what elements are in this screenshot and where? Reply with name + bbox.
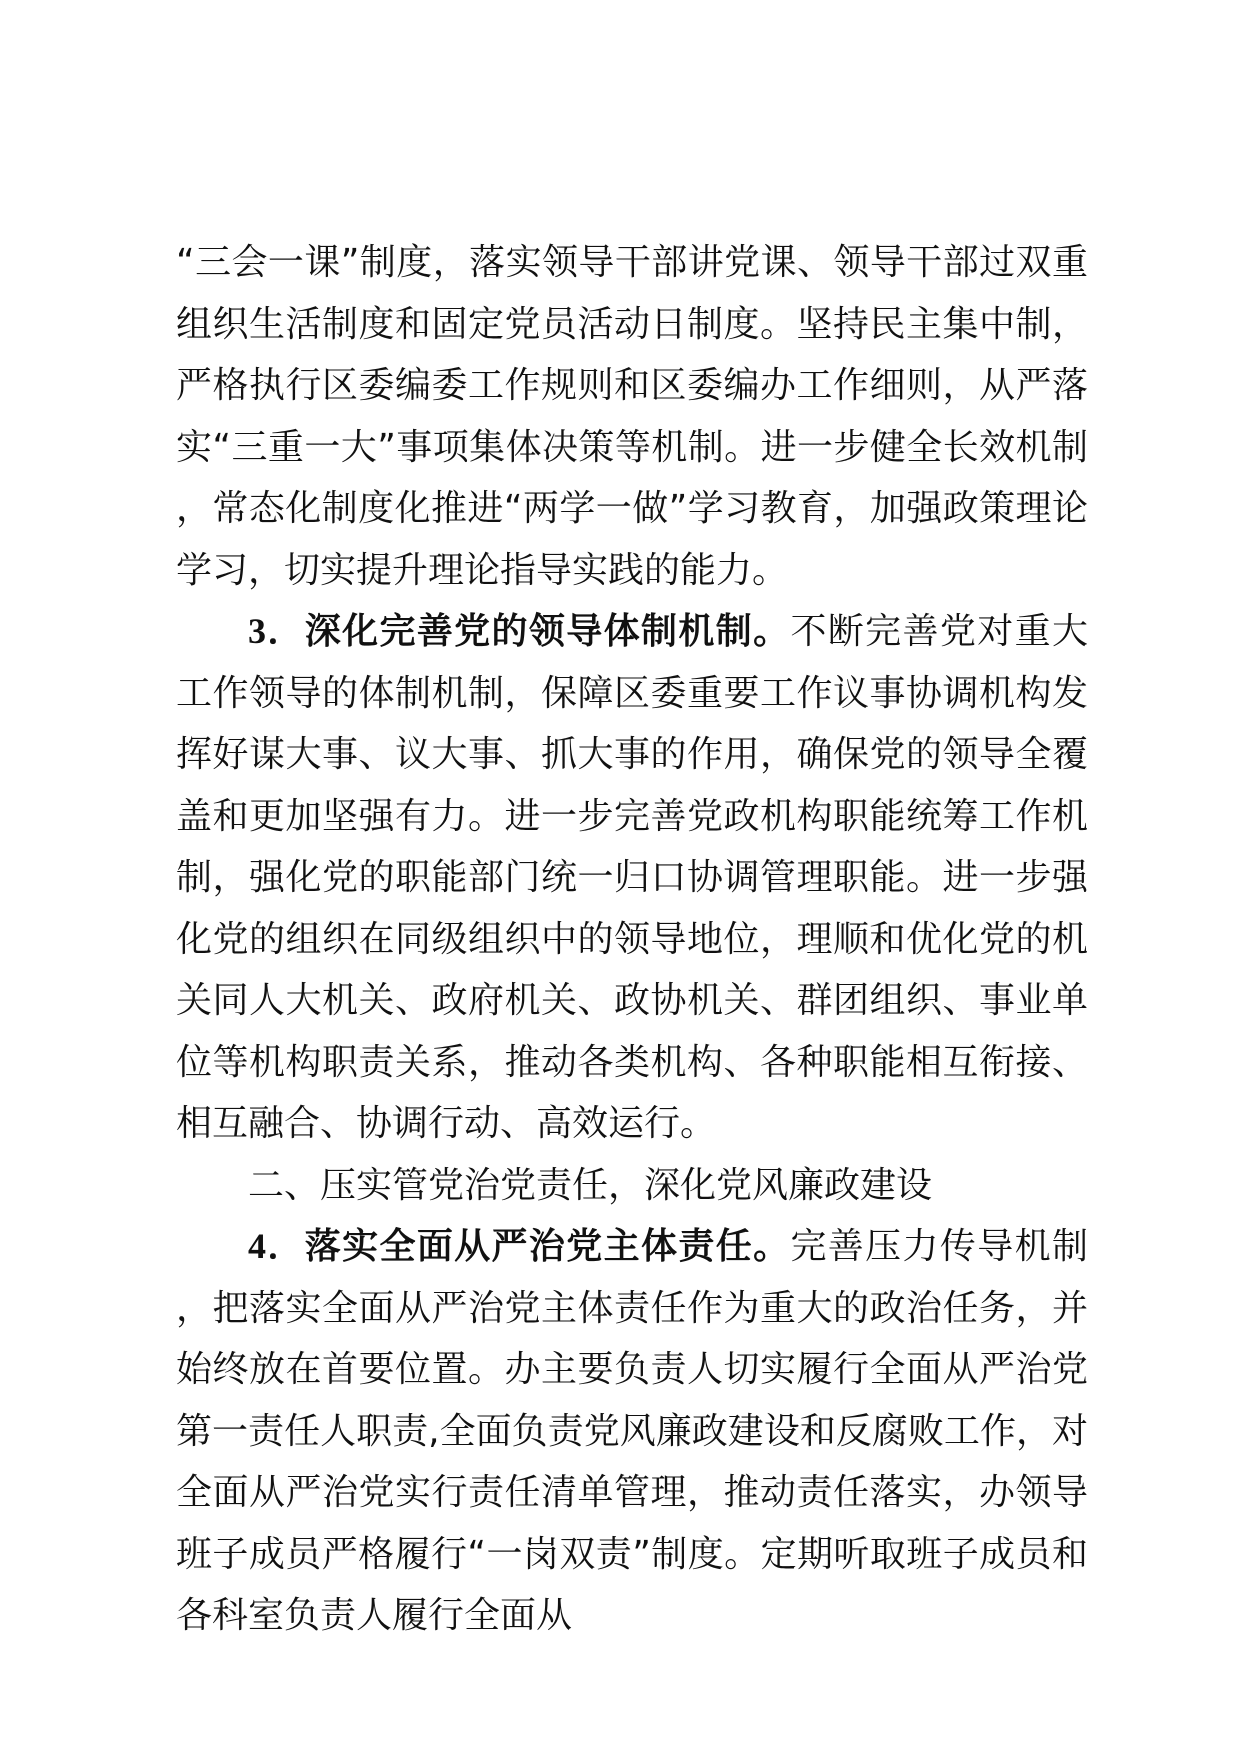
item-4-title: 落实全面从严治党主体责任。 [304, 1226, 791, 1267]
item-3-title: 深化完善党的领导体制机制。 [304, 611, 791, 652]
item-3-paragraph [176, 601, 1088, 1155]
item-4-paragraph [176, 1216, 1088, 1647]
section-2-heading: 二、压实管党治党责任，深化党风廉政建设 [248, 1164, 933, 1206]
item-3-body: 不断完善党对重大工作领导的体制机制，保障区委重要工作议事协调机构发挥好谋大事、议大事、抓大事的作用，确保党的领导全覆盖和更加坚强有力。进一步完善党政机构职能统筹工作机制，强化党的职能部门统一归口协调管理职能。进一步强化党的组织在同级组织中的领导地位，理顺和优化党的机关同人大机关、政府机关、政协机关、群团组织、事业单位等机构职责关系，推动各类机构、各种职能相互衔接、相互融合、协调行动、高效运行。 [176, 611, 1088, 1144]
item-4-number: 4． [248, 1226, 305, 1266]
paragraph-continuation: “三会一课”制度，落实领导干部讲党课、领导干部过双重组织生活制度和固定党员活动日制度。坚持民主集中制，严格执行区委编委工作规则和区委编办工作细则，从严落实“三重一大”事项集体决策等机制。进一步健全长效机制，常态化制度化推进“两学一做”学习教育，加强政策理论学习，切实提升理论指导实践的能力。 [176, 242, 1088, 591]
item-3-number: 3． [248, 611, 305, 651]
document-body [176, 232, 1088, 1647]
item-4-body: 完善压力传导机制，把落实全面从严治党主体责任作为重大的政治任务，并始终放在首要位置。办主要负责人切实履行全面从严治党第一责任人职责,全面负责党风廉政建设和反腐败工作，对全面从严治党实行责任清单管理，推动责任落实，办领导班子成员严格履行“一岗双责”制度。定期听取班子成员和各科室负责人履行全面从 [176, 1226, 1088, 1636]
